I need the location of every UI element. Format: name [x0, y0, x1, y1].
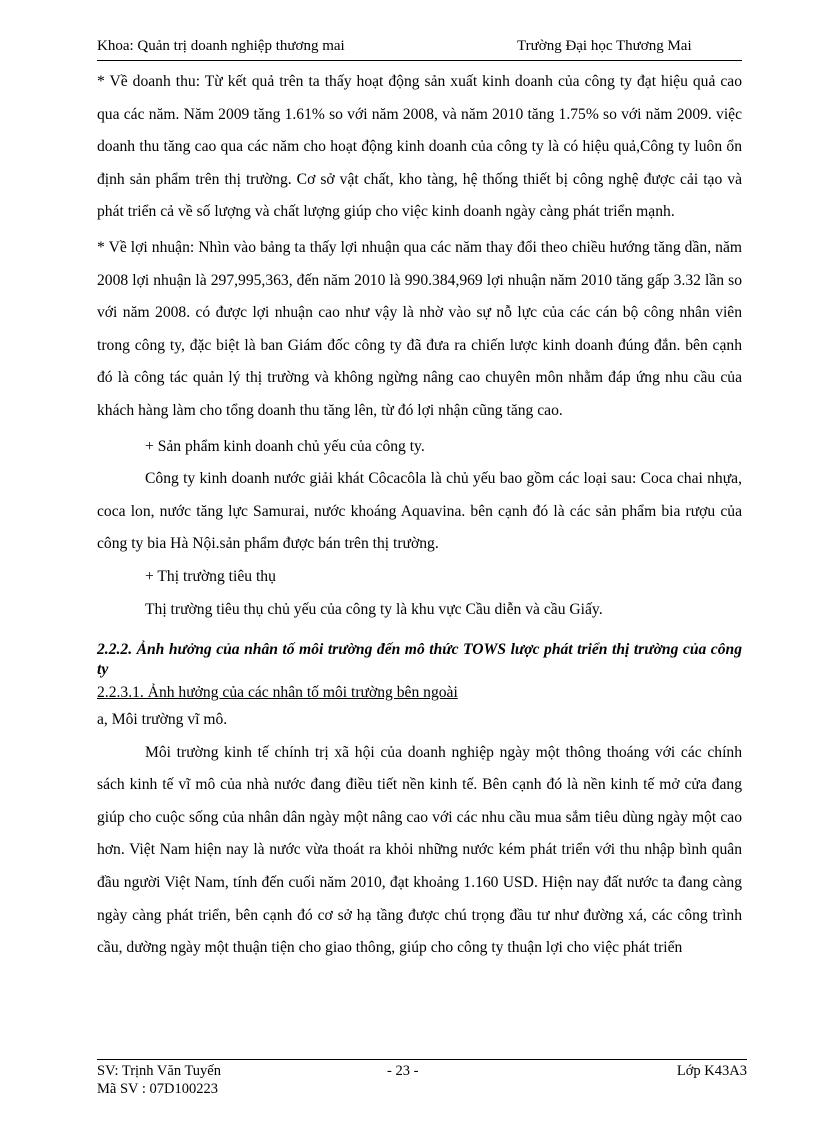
footer-class: Lớp K43A3 [676, 1063, 747, 1079]
paragraph-revenue: * Về doanh thu: Từ kết quả trên ta thấy hoạt động sản xuất kinh doanh của công ty đạt hiệu quả cao qua các năm. Năm 2009 tăng 1.61% so với năm 2008, và năm 2010 tăng 1.75% so với năm 2009. việc doanh thu tăng cao qua các năm cho hoạt động kinh doanh của công ty là có hiệu quả,Công ty luôn ổn định sản phẩm trên thị trường. Cơ sở vật chất, kho tàng, hệ thống thiết bị công nghệ được cải tạo và phát triển cả về số lượng và chất lượng giúp cho việc kinh doanh ngày càng phát triển mạnh. [97, 73, 742, 221]
footer-student-id: Mã SV : 07D100223 [97, 1081, 218, 1097]
section-heading: 2.2.2. Ảnh hưởng của nhân tố môi trường đến mô thức TOWS lược phát triển thị trường của công ty [97, 641, 742, 679]
paragraph-macro: Môi trường kinh tế chính trị xã hội của doanh nghiệp ngày một thông thoáng với các chính sách kinh tế vĩ mô của nhà nước đang điều tiết nền kinh tế. Bên cạnh đó là nền kinh tế mở cửa đang giúp cho cuộc sống của nhân dân ngày một nâng cao với các nhu cầu mua sắm tiêu dùng ngày một cao hơn. Việt Nam hiện nay là nước vừa thoát ra khỏi những nước kém phát triển với thu nhập bình quân đầu người Việt Nam, tính đến cuối năm 2010, đạt khoảng 1.160 USD. Hiện nay đất nước ta đang càng ngày càng phát triển, bên cạnh đó cơ sở hạ tầng được chú trọng đầu tư như đường xá, các công trình cầu, dường ngày một thuận tiện cho giao thông, giúp cho công ty thuận lợi cho việc phát triển [97, 743, 742, 957]
paragraph-market-title: + Thị trường tiêu thụ [145, 567, 276, 585]
footer-page-number: - 23 - [387, 1063, 419, 1079]
paragraph-profit: * Về lợi nhuận: Nhìn vào bảng ta thấy lợi nhuận qua các năm thay đổi theo chiều hướng tăng dần, năm 2008 lợi nhuận là 297,995,363, đến năm 2010 là 990.384,969 lợi nhuận năm 2010 tăng gấp 3.32 lần so với năm 2008. có được lợi nhuận cao như vậy là nhờ vào sự nỗ lực của các cán bộ công nhân viên trong công ty, đặc biệt là ban Giám đốc công ty đã đưa ra chiến lược kinh doanh đúng đắn. bên cạnh đó là công tác quản lý thị trường và không ngừng nâng cao chuyên môn nhằm đáp ứng nhu cầu của khách hàng làm cho tổng doanh thu tăng lên, từ đó lợi nhận cũng tăng cao. [97, 238, 742, 419]
page-header [97, 38, 742, 61]
paragraph-products: Công ty kinh doanh nước giải khát Côcacôla là chủ yếu bao gồm các loại sau: Coca chai nhựa, coca lon, nước tăng lực Samurai, nước khoáng Aquavina. bên cạnh đó là các sản phẩm bia rượu của công ty bia Hà Nội.sản phẩm được bán trên thị trường. [97, 470, 742, 553]
header-university: Trường Đại học Thương Mai [517, 38, 692, 54]
document-body [97, 66, 742, 965]
subsection-heading: 2.2.3.1. Ảnh hưởng của các nhân tố môi trường bên ngoài [97, 684, 458, 702]
paragraph-products-title: + Sản phẩm kinh doanh chủ yếu của công ty. [145, 437, 425, 455]
paragraph-macro-title: a, Môi trường vĩ mô. [97, 711, 228, 729]
paragraph-market: Thị trường tiêu thụ chủ yếu của công ty là khu vực Cầu diễn và cầu Giấy. [145, 600, 603, 618]
footer-student-name: SV: Trịnh Văn Tuyến [97, 1063, 221, 1079]
page-footer [97, 1059, 747, 1102]
header-faculty: Khoa: Quản trị doanh nghiệp thương mai [97, 38, 345, 54]
